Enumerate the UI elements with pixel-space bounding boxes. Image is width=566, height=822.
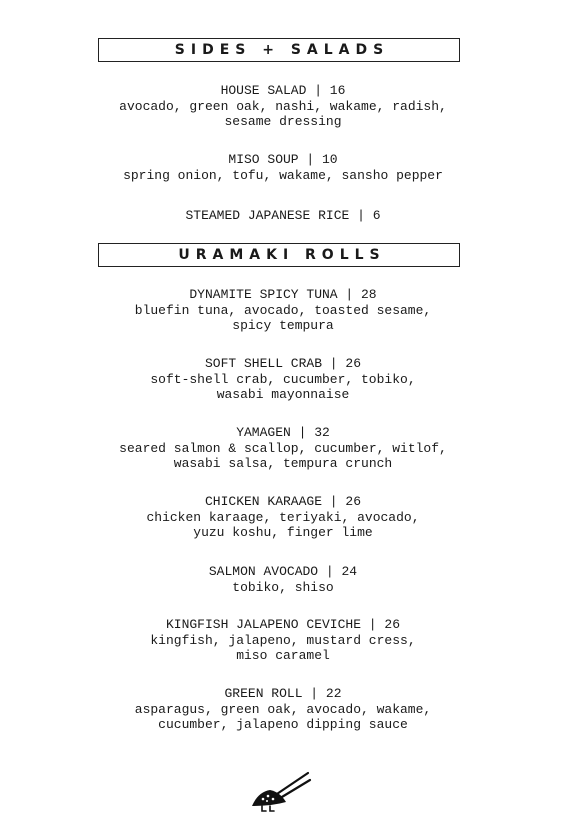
menu-item-desc: wasabi salsa, tempura crunch [173,456,393,471]
menu-item-desc: spicy tempura [232,318,334,333]
menu-item-soft-shell-crab [0,356,566,403]
menu-item-desc: spring onion, tofu, wakame, sansho pepper [123,167,443,183]
menu-item-desc: asparagus, green oak, avocado, wakame, [134,701,432,717]
menu-item-name: CHICKEN KARAAGE | 26 [204,494,362,509]
section-header-sides-salads: SIDES + SALADS [98,38,460,62]
menu-item-name: MISO SOUP | 10 [228,152,338,167]
menu-item-desc: wasabi mayonnaise [216,387,350,402]
menu-item-desc: bluefin tuna, avocado, toasted sesame, [134,302,432,318]
menu-item-miso-soup [0,152,566,183]
sushi-chopsticks-icon [248,770,312,814]
menu-item-desc: miso caramel [236,648,330,663]
menu-item-green-roll [0,686,566,733]
menu-item-steamed-rice [0,208,566,224]
menu-item-name: DYNAMITE SPICY TUNA | 28 [189,287,377,302]
menu-item-salmon-avocado [0,564,566,595]
menu-item-kingfish-ceviche [0,617,566,664]
menu-item-yamagen [0,425,566,472]
menu-item-desc: kingfish, jalapeno, mustard cress, [150,632,416,648]
menu-item-desc: seared salmon & scallop, cucumber, witlof, [119,440,447,456]
menu-item-desc: cucumber, jalapeno dipping sauce [158,717,408,732]
menu-item-desc: chicken karaage, teriyaki, avocado, [146,509,420,525]
menu-item-name: SALMON AVOCADO | 24 [208,564,358,579]
menu-item-name: SOFT SHELL CRAB | 26 [204,356,362,371]
menu-item-desc: soft-shell crab, cucumber, tobiko, [150,371,416,387]
menu-item-desc: sesame dressing [224,114,342,129]
menu-item-name: STEAMED JAPANESE RICE | 6 [185,208,381,223]
menu-item-desc: yuzu koshu, finger lime [193,525,373,540]
section-header-uramaki-rolls: URAMAKI ROLLS [98,243,460,267]
menu-item-name: KINGFISH JALAPENO CEVICHE | 26 [165,617,401,632]
menu-item-name: HOUSE SALAD | 16 [220,83,346,98]
menu-item-house-salad [0,83,566,130]
menu-item-dynamite-spicy-tuna [0,287,566,334]
menu-item-name: GREEN ROLL | 22 [224,686,342,701]
menu-item-desc: avocado, green oak, nashi, wakame, radish, [119,98,447,114]
menu-item-desc: tobiko, shiso [232,579,334,595]
menu-item-name: YAMAGEN | 32 [236,425,330,440]
menu-item-chicken-karaage [0,494,566,541]
